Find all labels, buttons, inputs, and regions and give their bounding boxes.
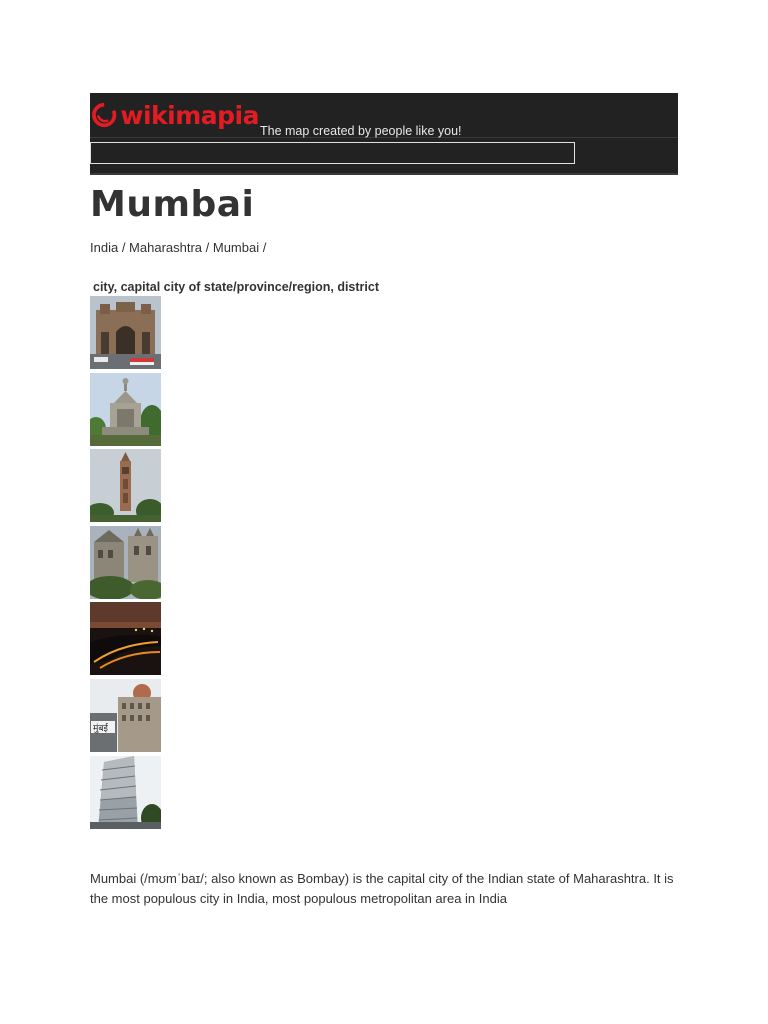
search-input[interactable] (90, 142, 575, 164)
svg-text:मुंबई: मुंबई (93, 723, 108, 734)
category-city[interactable]: city (93, 280, 114, 294)
photo-gateway-of-india[interactable] (90, 296, 161, 369)
wikimapia-logo[interactable] (91, 96, 259, 134)
breadcrumb-separator: / (202, 240, 213, 255)
photo-rajabai-clock-tower[interactable] (90, 449, 161, 522)
photo-gothic-buildings[interactable] (90, 526, 161, 599)
category-capital-city[interactable]: capital city of state/province/region (120, 280, 331, 294)
photo-taj-mahal-palace-hotel[interactable] (90, 679, 161, 752)
photo-gallery (90, 296, 162, 832)
site-tagline: The map created by people like you! (260, 124, 462, 138)
category-separator: , (330, 280, 338, 294)
photo-bombay-stock-exchange[interactable] (90, 756, 161, 829)
breadcrumb-item-india[interactable]: India (90, 240, 119, 255)
breadcrumb-separator: / (259, 240, 267, 255)
logo-text: wikimapia (120, 100, 259, 130)
category-district[interactable]: district (337, 280, 379, 294)
category-separator: , (113, 280, 121, 294)
breadcrumb-item-mumbai[interactable]: Mumbai (212, 240, 260, 255)
header-top-bar (90, 93, 678, 138)
wikimapia-swoosh-icon (91, 97, 117, 133)
breadcrumb-item-maharashtra[interactable]: Maharashtra (129, 240, 203, 255)
place-description: Mumbai (/mʊmˈbaɪ/; also known as Bombay) is the capital city of the Indian state of Maharashtra. It is the most populous city in India, most populous metropolitan area in India (90, 871, 674, 906)
photo-flora-fountain[interactable] (90, 373, 161, 446)
breadcrumb (90, 240, 266, 256)
breadcrumb-separator: / (118, 240, 130, 255)
category-list (93, 279, 379, 295)
site-header (90, 93, 678, 175)
photo-marine-drive-night[interactable] (90, 602, 161, 675)
page-title: Mumbai (90, 184, 255, 225)
